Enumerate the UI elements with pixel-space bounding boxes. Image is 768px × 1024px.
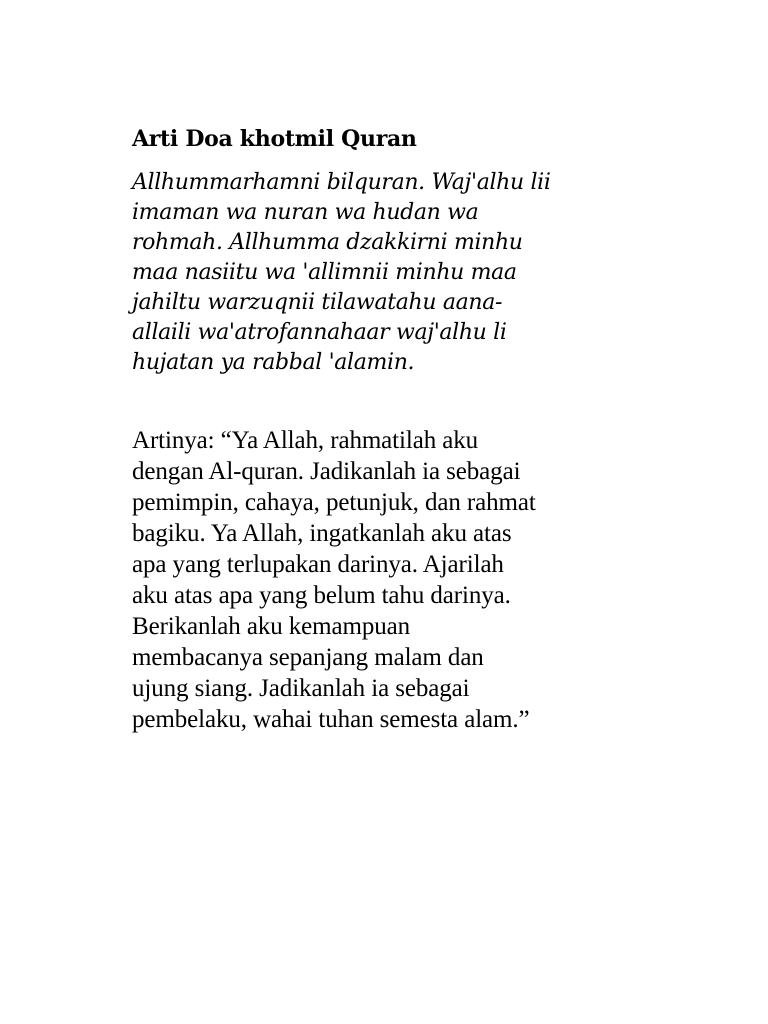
transliteration-line: maa nasiitu wa 'allimnii minhu maa [132, 260, 517, 285]
transliteration-line: Allhummarhamni bilquran. Waj'alhu lii [132, 170, 551, 195]
transliteration-line: imaman wa nuran wa hudan wa [132, 200, 479, 225]
translation-line: pemimpin, cahaya, petunjuk, dan rahmat [132, 489, 536, 516]
prayer-translation [132, 425, 652, 735]
translation-line: apa yang terlupakan darinya. Ajarilah [132, 551, 504, 578]
transliteration-line: hujatan ya rabbal 'alamin. [132, 350, 415, 375]
page-title: Arti Doa khotmil Quran [132, 126, 417, 152]
transliteration-line: rohmah. Allhumma dzakkirni minhu [132, 230, 523, 255]
translation-line: Artinya: “Ya Allah, rahmatilah aku [132, 427, 479, 454]
transliteration-line: allaili wa'atrofannahaar waj'alhu li [132, 320, 507, 345]
translation-line: bagiku. Ya Allah, ingatkanlah aku atas [132, 520, 512, 547]
prayer-transliteration [132, 168, 632, 378]
translation-line: membacanya sepanjang malam dan [132, 644, 484, 671]
translation-line: ujung siang. Jadikanlah ia sebagai [132, 675, 470, 702]
translation-line: Berikanlah aku kemampuan [132, 613, 411, 640]
translation-line: aku atas apa yang belum tahu darinya. [132, 582, 511, 609]
translation-line: pembelaku, wahai tuhan semesta alam.” [132, 706, 530, 733]
transliteration-line: jahiltu warzuqnii tilawatahu aana- [132, 290, 503, 315]
translation-line: dengan Al-quran. Jadikanlah ia sebagai [132, 458, 521, 485]
